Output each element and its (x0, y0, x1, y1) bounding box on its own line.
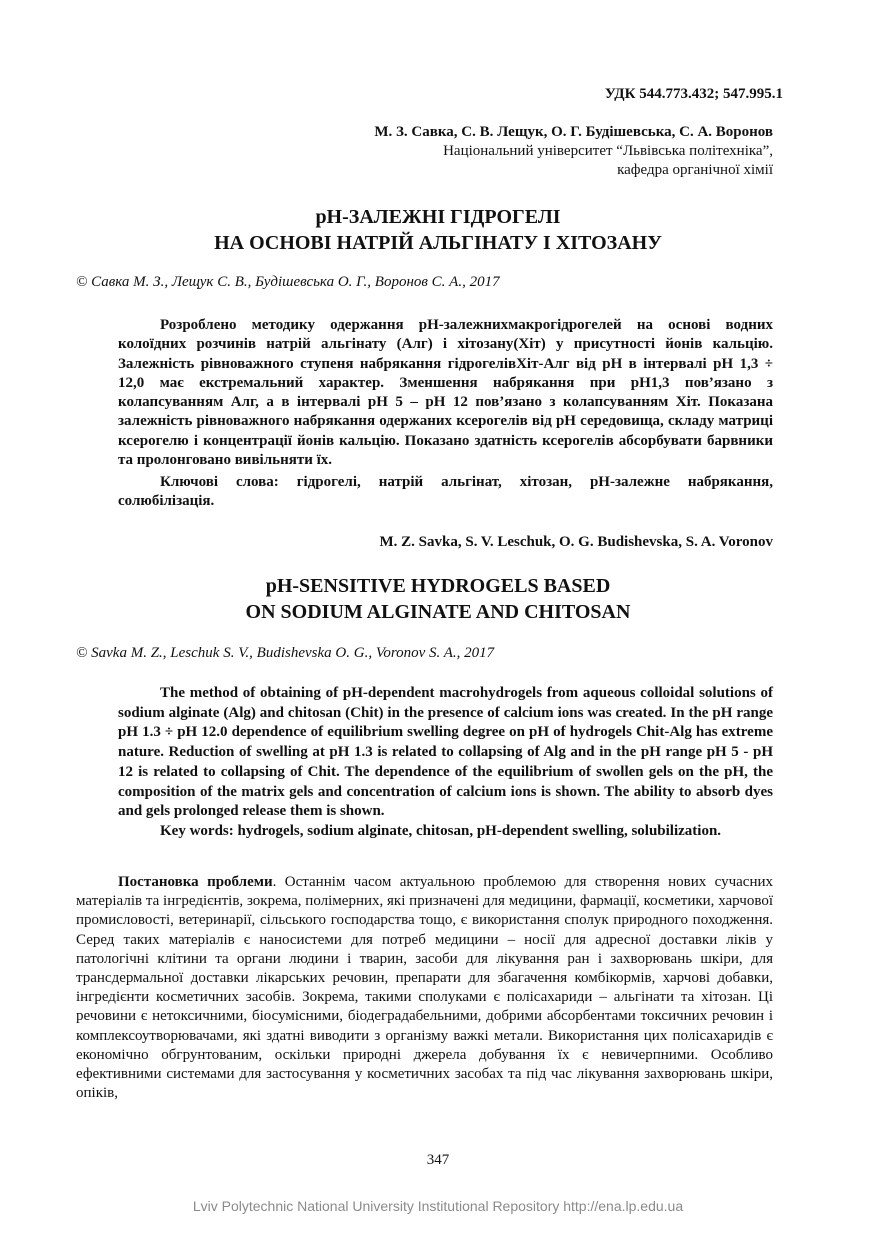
uk-title-line-1: pH-ЗАЛЕЖНІ ГІДРОГЕЛІ (315, 206, 561, 228)
en-title (76, 573, 800, 625)
en-title-line-1: pH-SENSITIVE HYDROGELS BASED (265, 575, 611, 597)
body-text: . Останнім часом актуальною проблемою для створення нових сучасних матеріалів та інгредієнтів, зокрема, полімерних, які призначені для медицини, фармації, косметики, харчової промисловості, ветеринарії, сільського господарства тощо, є використання сполук природного походження. Серед таких матеріалів є наносистеми для потреб медицини – носії для адресної доставки ліків у патологічні клітини та органи людини і тварин, засоби для лікування ран і захворювань шкіри, для трансдермальної доставки лікарських речовин, препарати для збагачення комбікормів, харчові добавки, інгредієнти косметичних засобів. Зокрема, такими сполуками є полісахариди – альгінати та хітозан. Ці речовини є нетоксичними, біосумісними, біодеградабельними, добрими абсорбентами токсичних речовин і комплексоутворювачами, які здатні виводити з організму важкі метали. Використання цих полісахаридів є економічно обгрунтованим, оскільки природні джерела добування їх є невичерпними. Особливо ефективними системами для застосування у косметичних засобах та під час лікування захворювань шкіри, опіків, (76, 874, 773, 1102)
en-abstract: The method of obtaining of pH-dependent macrohydrogels from aqueous colloidal solutions of sodium alginate (Alg) and chitosan (Chit) in the presence of calcium ions was created. In the pH range pH 1.3 ÷ pH 12.0 dependence of equilibrium swelling degree on pH of hydrogels Chit-Alg has extreme nature. Reduction of swelling at pH 1.3 is related to collapsing of Alg and in the pH range pH 5 - pH 12 is related to collapsing of Chit. The dependence of the equilibrium of swollen gels on the pH, the composition of the matrix gels and concentration of calcium ions is shown. The ability to absorb dyes and gels prolonged release them is shown. (118, 685, 773, 820)
repository-footer: Lviv Polytechnic National University Institutional Repository http://ena.lp.edu.ua (192, 1198, 684, 1214)
uk-authors: М. З. Савка, С. В. Лещук, О. Г. Будішевська, С. А. Воронов (374, 124, 773, 140)
uk-title-line-2: НА ОСНОВІ НАТРІЙ АЛЬГІНАТУ І ХІТОЗАНУ (214, 232, 662, 254)
uk-title (76, 204, 800, 256)
en-copyright: © Savka M. Z., Leschuk S. V., Budishevska O. G., Voronov S. A., 2017 (76, 645, 495, 661)
affiliation-line-1: Національний університет “Львівська політехніка”, (443, 143, 773, 159)
uk-copyright: © Савка М. З., Лещук С. В., Будішевська О. Г., Воронов С. А., 2017 (76, 274, 500, 290)
body-lead: Постановка проблеми (118, 874, 273, 890)
uk-authors-block (76, 123, 773, 180)
uk-keywords: Ключові слова: гідрогелі, натрій альгінат, хітозан, рН-залежне набрякання, солюбілізація. (118, 474, 773, 510)
en-title-line-2: ON SODIUM ALGINATE AND CHITOSAN (245, 601, 631, 623)
page-number: 347 (426, 1152, 450, 1168)
en-authors: M. Z. Savka, S. V. Leschuk, O. G. Budishevska, S. A. Voronov (379, 534, 773, 550)
uk-abstract: Розроблено методику одержання рН-залежнихмакрогідрогелей на основі водних колоїдних розчинів натрій альгінату (Алг) і хітозану(Хіт) у присутності йонів кальцію. Залежність рівноважного ступеня набрякання гідрогелівХіт-Алг від рН в інтервалі рН 1,3 ÷ 12,0 має екстремальний характер. Зменшення набрякання при рН1,3 пов’язано з колапсуванням Алг, а в інтервалі рН 5 – рН 12 пов’язано з колапсуванням Хіт. Показана залежність рівноважного набрякання одержаних ксерогелів від рН середовища, складу матриці ксерогелю і концентрації йонів кальцію. Показано здатність ксерогелів абсорбувати барвники та пролонговано вивільняти їх. (118, 317, 773, 469)
body-paragraph (76, 873, 773, 1103)
affiliation-line-2: кафедра органічної хімії (617, 162, 773, 178)
en-keywords: Key words: hydrogels, sodium alginate, chitosan, pH-dependent swelling, solubilization. (160, 823, 722, 839)
udk-code: УДК 544.773.432; 547.995.1 (604, 86, 783, 102)
